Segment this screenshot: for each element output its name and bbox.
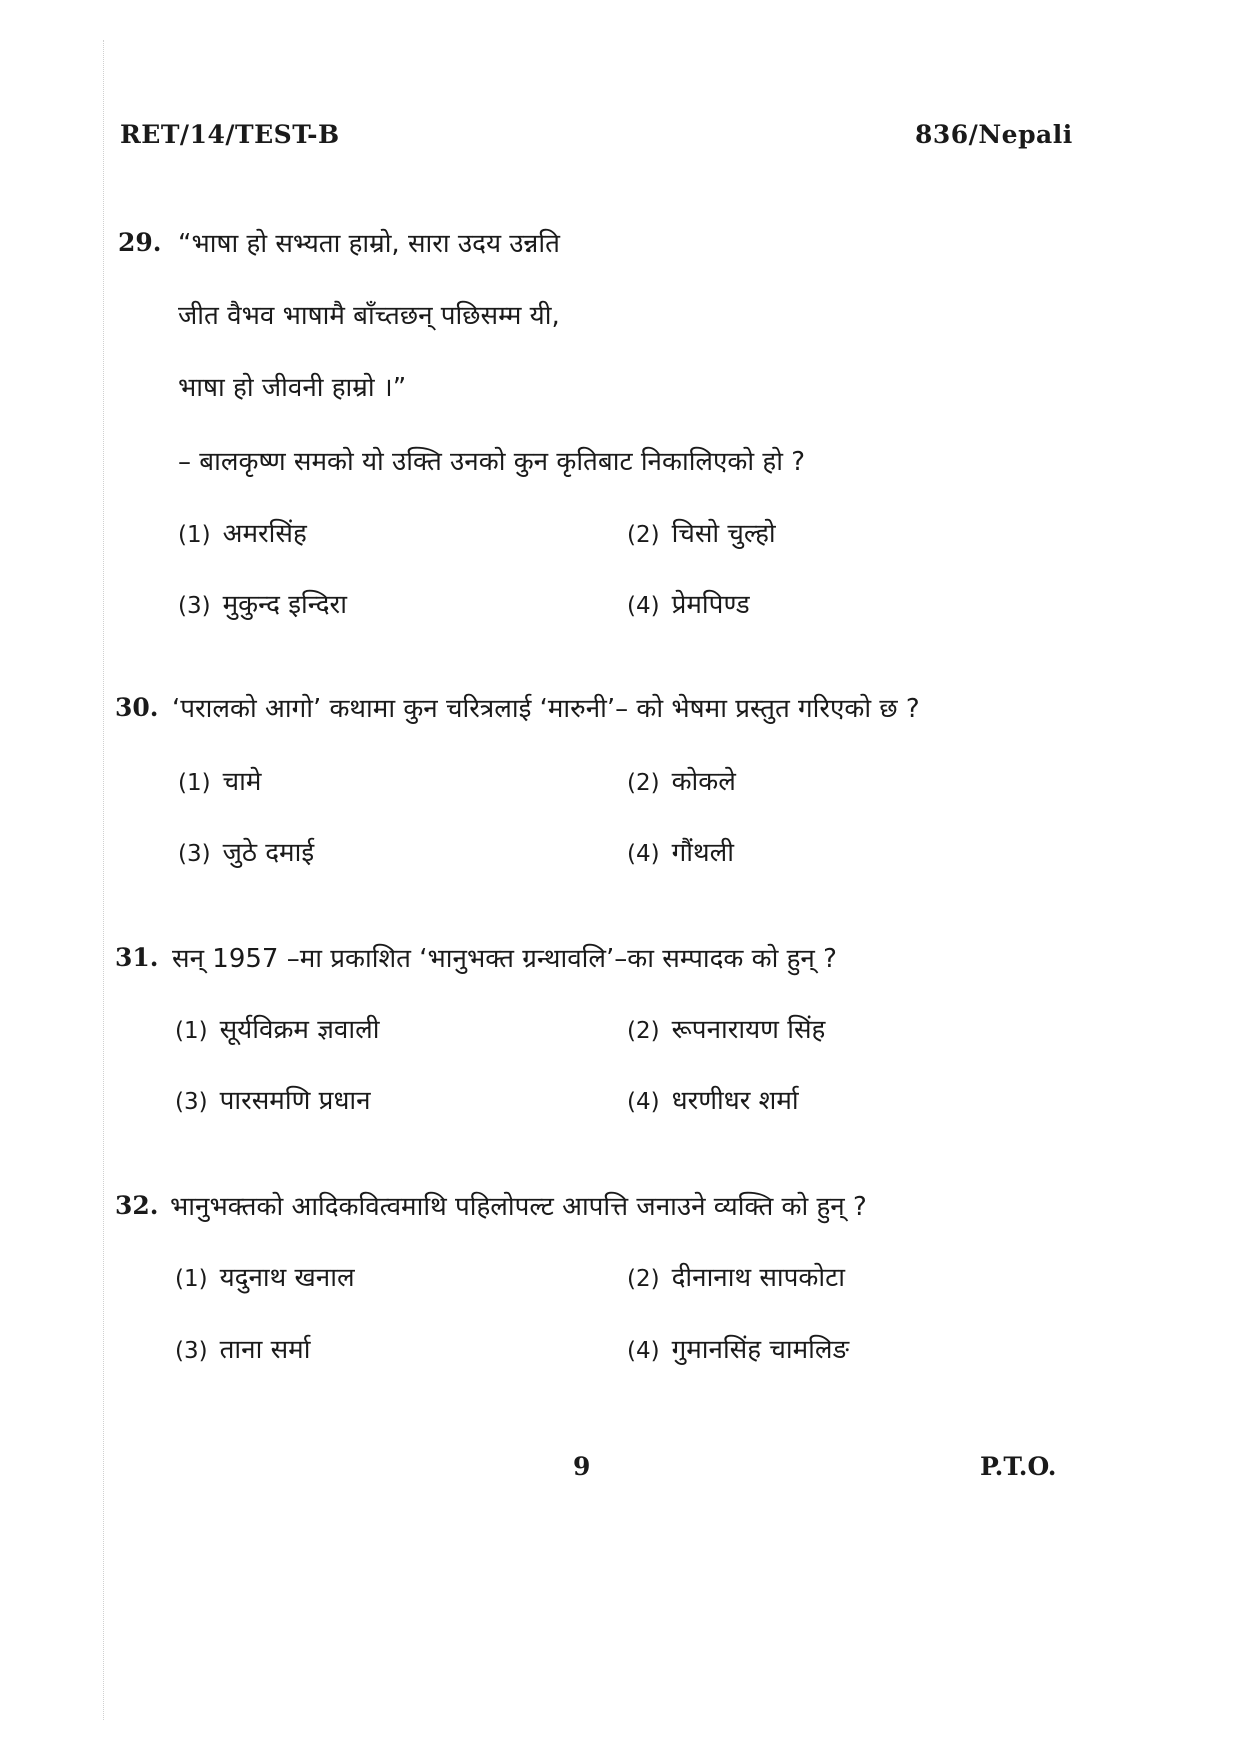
option-text: गुमानसिंह चामलिङ <box>671 1335 850 1365</box>
option-text: दीनानाथ सापकोटा <box>671 1263 845 1293</box>
option-text: सूर्यविक्रम ज्ञवाली <box>219 1015 380 1045</box>
option-number: (4) <box>627 593 660 619</box>
option-3 <box>175 1330 310 1366</box>
question-line: “भाषा हो सभ्यता हाम्रो, सारा उदय उन्नति <box>178 229 560 259</box>
question-line: – बालकृष्ण समको यो उक्ति उनको कुन कृतिबाट निकालिएको हो ? <box>178 447 806 477</box>
option-4 <box>627 585 750 621</box>
option-text: धरणीधर शर्मा <box>671 1086 799 1116</box>
question-line: भानुभक्तको आदिकवित्वमाथि पहिलोपल्ट आपत्ति जनाउने व्यक्ति को हुन् ? <box>170 1192 867 1222</box>
page-number: 9 <box>573 1452 591 1481</box>
option-text: पारसमणि प्रधान <box>219 1086 371 1116</box>
option-1 <box>178 762 261 798</box>
option-number: (1) <box>178 770 211 796</box>
question-line: ‘परालको आगो’ कथामा कुन चरित्रलाई ‘मारुनी’– को भेषमा प्रस्तुत गरिएको छ ? <box>172 694 920 724</box>
option-4 <box>627 833 734 869</box>
option-1 <box>178 514 307 550</box>
option-2 <box>627 1010 825 1046</box>
option-number: (1) <box>178 522 211 548</box>
pto-label: P.T.O. <box>980 1452 1057 1481</box>
question-number: 32. <box>115 1191 159 1220</box>
option-number: (4) <box>627 1089 660 1115</box>
option-number: (2) <box>627 770 660 796</box>
option-number: (3) <box>175 1338 208 1364</box>
option-number: (2) <box>627 1018 660 1044</box>
option-text: गौंथली <box>671 838 734 868</box>
option-3 <box>178 833 314 869</box>
option-4 <box>627 1330 849 1366</box>
question-line: भाषा हो जीवनी हाम्रो ।” <box>178 373 407 403</box>
question-number: 30. <box>115 693 159 722</box>
option-2 <box>627 1258 845 1294</box>
option-number: (4) <box>627 1338 660 1364</box>
option-text: कोकले <box>671 767 736 797</box>
question-line: जीत वैभव भाषामै बाँच्तछन् पछिसम्म यी, <box>178 301 560 331</box>
option-number: (3) <box>178 841 211 867</box>
option-text: अमरसिंह <box>222 519 307 549</box>
option-text: ताना सर्मा <box>219 1335 311 1365</box>
option-text: प्रेमपिण्ड <box>671 590 750 620</box>
question-number: 29. <box>118 228 162 257</box>
option-2 <box>627 514 776 550</box>
option-number: (1) <box>175 1266 208 1292</box>
option-text: मुकुन्द इन्दिरा <box>222 590 347 620</box>
option-number: (2) <box>627 522 660 548</box>
option-2 <box>627 762 736 798</box>
option-number: (2) <box>627 1266 660 1292</box>
option-number: (3) <box>178 593 211 619</box>
subject-code: 836/Nepali <box>915 120 1073 149</box>
option-text: चिसो चुल्हो <box>671 519 776 549</box>
option-3 <box>178 585 347 621</box>
question-line: सन् 1957 –मा प्रकाशित ‘भानुभक्त ग्रन्थावलि’–का सम्पादक को हुन् ? <box>172 944 837 974</box>
option-text: रूपनारायण सिंह <box>671 1015 826 1045</box>
option-text: जुठे दमाई <box>222 838 315 868</box>
option-1 <box>175 1010 379 1046</box>
margin-line <box>103 40 104 1720</box>
option-text: चामे <box>222 767 262 797</box>
question-number: 31. <box>115 943 159 972</box>
option-1 <box>175 1258 355 1294</box>
option-text: यदुनाथ खनाल <box>219 1263 355 1293</box>
option-number: (3) <box>175 1089 208 1115</box>
option-4 <box>627 1081 799 1117</box>
option-3 <box>175 1081 371 1117</box>
paper-code: RET/14/TEST-B <box>120 120 340 149</box>
option-number: (4) <box>627 841 660 867</box>
option-number: (1) <box>175 1018 208 1044</box>
